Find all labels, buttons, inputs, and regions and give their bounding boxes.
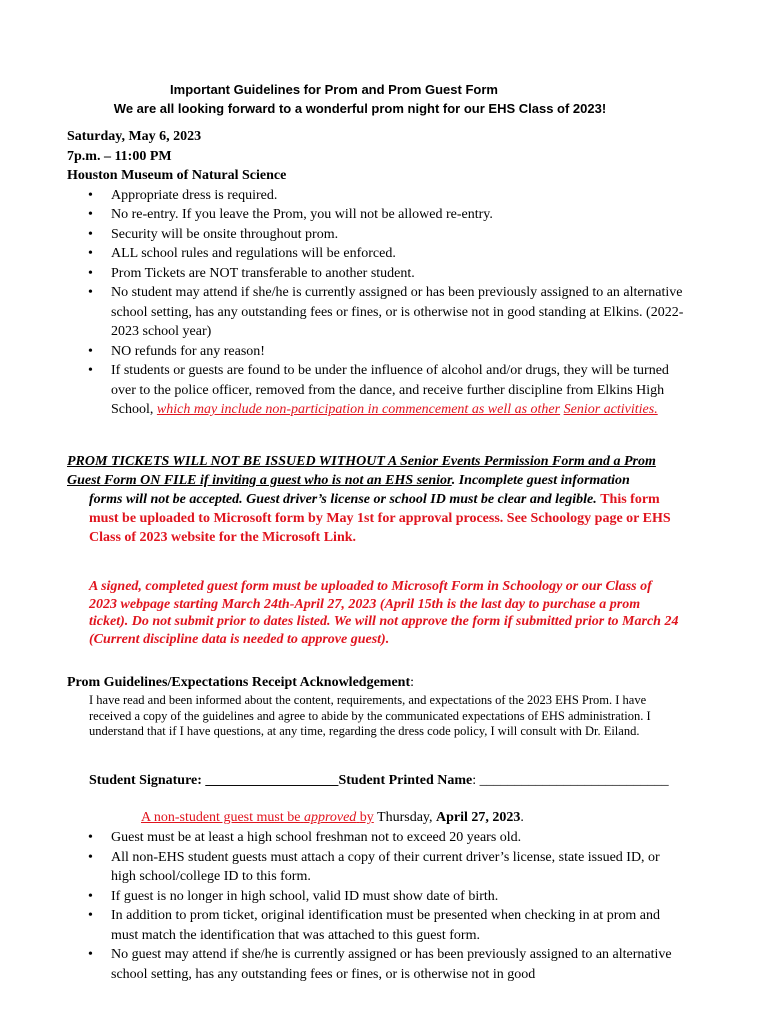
rule-item: • Appropriate dress is required. (67, 186, 687, 206)
rule-item-discipline (67, 361, 687, 420)
warning-line-1: PROM TICKETS WILL NOT BE ISSUED WITHOUT A Senior Events Permission Form and a Prom (67, 454, 656, 469)
student-signature-field[interactable]: Student Signature: ___________________ (89, 773, 339, 788)
acknowledgement-title-text: Prom Guidelines/Expectations Receipt Acknowledgement (67, 675, 411, 690)
guest-rule-item: • In addition to prom ticket, original identification must be presented when checking in at prom and must match the identification that was attached to this guest form. (67, 906, 687, 945)
signed-form-notice: A signed, completed guest form must be uploaded to Microsoft Form in Schoology or our Class of 2023 webpage starting March 24th-April 27, 2023 (April 15th is the last day to purchase a prom ticket). Do not submit prior to dates listed. We will not approve the form if submitted prior to March 24 (Current discipline data is needed to approve guest). (89, 579, 679, 647)
signature-line (89, 773, 669, 789)
acknowledgement-colon: : (410, 675, 414, 690)
upload-deadline-text: This form must be uploaded to Microsoft form by May 1st for approval process. See Schoology page or EHS Class of 2023 website for the Microsoft Link. (89, 492, 671, 545)
discipline-red-text: which may include non-participation in commencement as well as other (156, 402, 561, 417)
discipline-red-text-end: Senior activities. (563, 402, 658, 417)
guest-rule-item: • No guest may attend if she/he is currently assigned or has been previously assigned to an alternative school setting, has any outstanding fees or fines, or is otherwise not in good (67, 945, 687, 984)
approval-period: . (520, 810, 524, 825)
ticket-warning (67, 452, 677, 547)
approval-day: Thursday, (377, 810, 433, 825)
document-title: Important Guidelines for Prom and Prom Guest Form (170, 82, 498, 97)
approval-text: A non-student guest must be (141, 810, 301, 825)
event-time: 7p.m. – 11:00 PM (67, 148, 172, 164)
printed-name-label: Student Printed Name (338, 773, 473, 788)
event-details (67, 127, 687, 420)
warning-line-2 (67, 471, 677, 490)
guest-rule-item: • Guest must be at least a high school freshman not to exceed 20 years old. (67, 828, 687, 848)
rule-item: • No student may attend if she/he is currently assigned or has been previously assigned to an alternative school setting, has any outstanding fees or fines, or is otherwise not in good standing at Elkins. (2022-2023 school year) (67, 283, 687, 342)
approved-word: approved (303, 810, 357, 825)
warning-line-3 (67, 490, 677, 547)
rule-item: • No re-entry. If you leave the Prom, you will not be allowed re-entry. (67, 205, 687, 225)
acknowledgement-title (67, 675, 414, 691)
guest-rules-list (67, 828, 687, 984)
printed-name-field[interactable]: : ___________________________ (472, 773, 669, 788)
guest-rule-item: • If guest is no longer in high school, valid ID must show date of birth. (67, 887, 687, 907)
approval-date: April 27, 2023 (436, 810, 521, 825)
rule-item: • Security will be onsite throughout prom. (67, 225, 687, 245)
guest-form-requirement: Guest Form ON FILE if inviting a guest who is not an EHS senior (67, 473, 452, 488)
guest-rules (67, 828, 687, 984)
rule-item: • Prom Tickets are NOT transferable to another student. (67, 264, 687, 284)
by-word: by (359, 810, 374, 825)
warning-id-text: forms will not be accepted. Guest driver’s license or school ID must be clear and legible. (89, 492, 597, 507)
rule-item: • NO refunds for any reason! (67, 342, 687, 362)
document-subtitle: We are all looking forward to a wonderful prom night for our EHS Class of 2023! (113, 101, 607, 116)
rules-list (67, 186, 687, 420)
warning-line-2-rest: . Incomplete guest information (451, 473, 630, 488)
guest-approval-deadline (141, 810, 524, 826)
guest-rule-item: • All non-EHS student guests must attach a copy of their current driver’s license, state issued ID, or high school/college ID to this form. (67, 848, 687, 887)
event-venue: Houston Museum of Natural Science (67, 168, 287, 183)
acknowledgement-body: I have read and been informed about the content, requirements, and expectations of the 2023 EHS Prom. I have received a copy of the guidelines and agree to abide by the communicated expectations of EHS administration. I understand that if I have questions, at any time, regarding the dress code policy, I will consult with Dr. Eiland. (89, 693, 651, 738)
discipline-text: If students or guests are found to be under the influence of alcohol and/or drugs, they will be turned over to the police officer, removed from the dance, and receive further discipline from Elkins High School, (111, 363, 669, 417)
rule-item: • ALL school rules and regulations will be enforced. (67, 244, 687, 264)
event-date: Saturday, May 6, 2023 (67, 129, 202, 144)
